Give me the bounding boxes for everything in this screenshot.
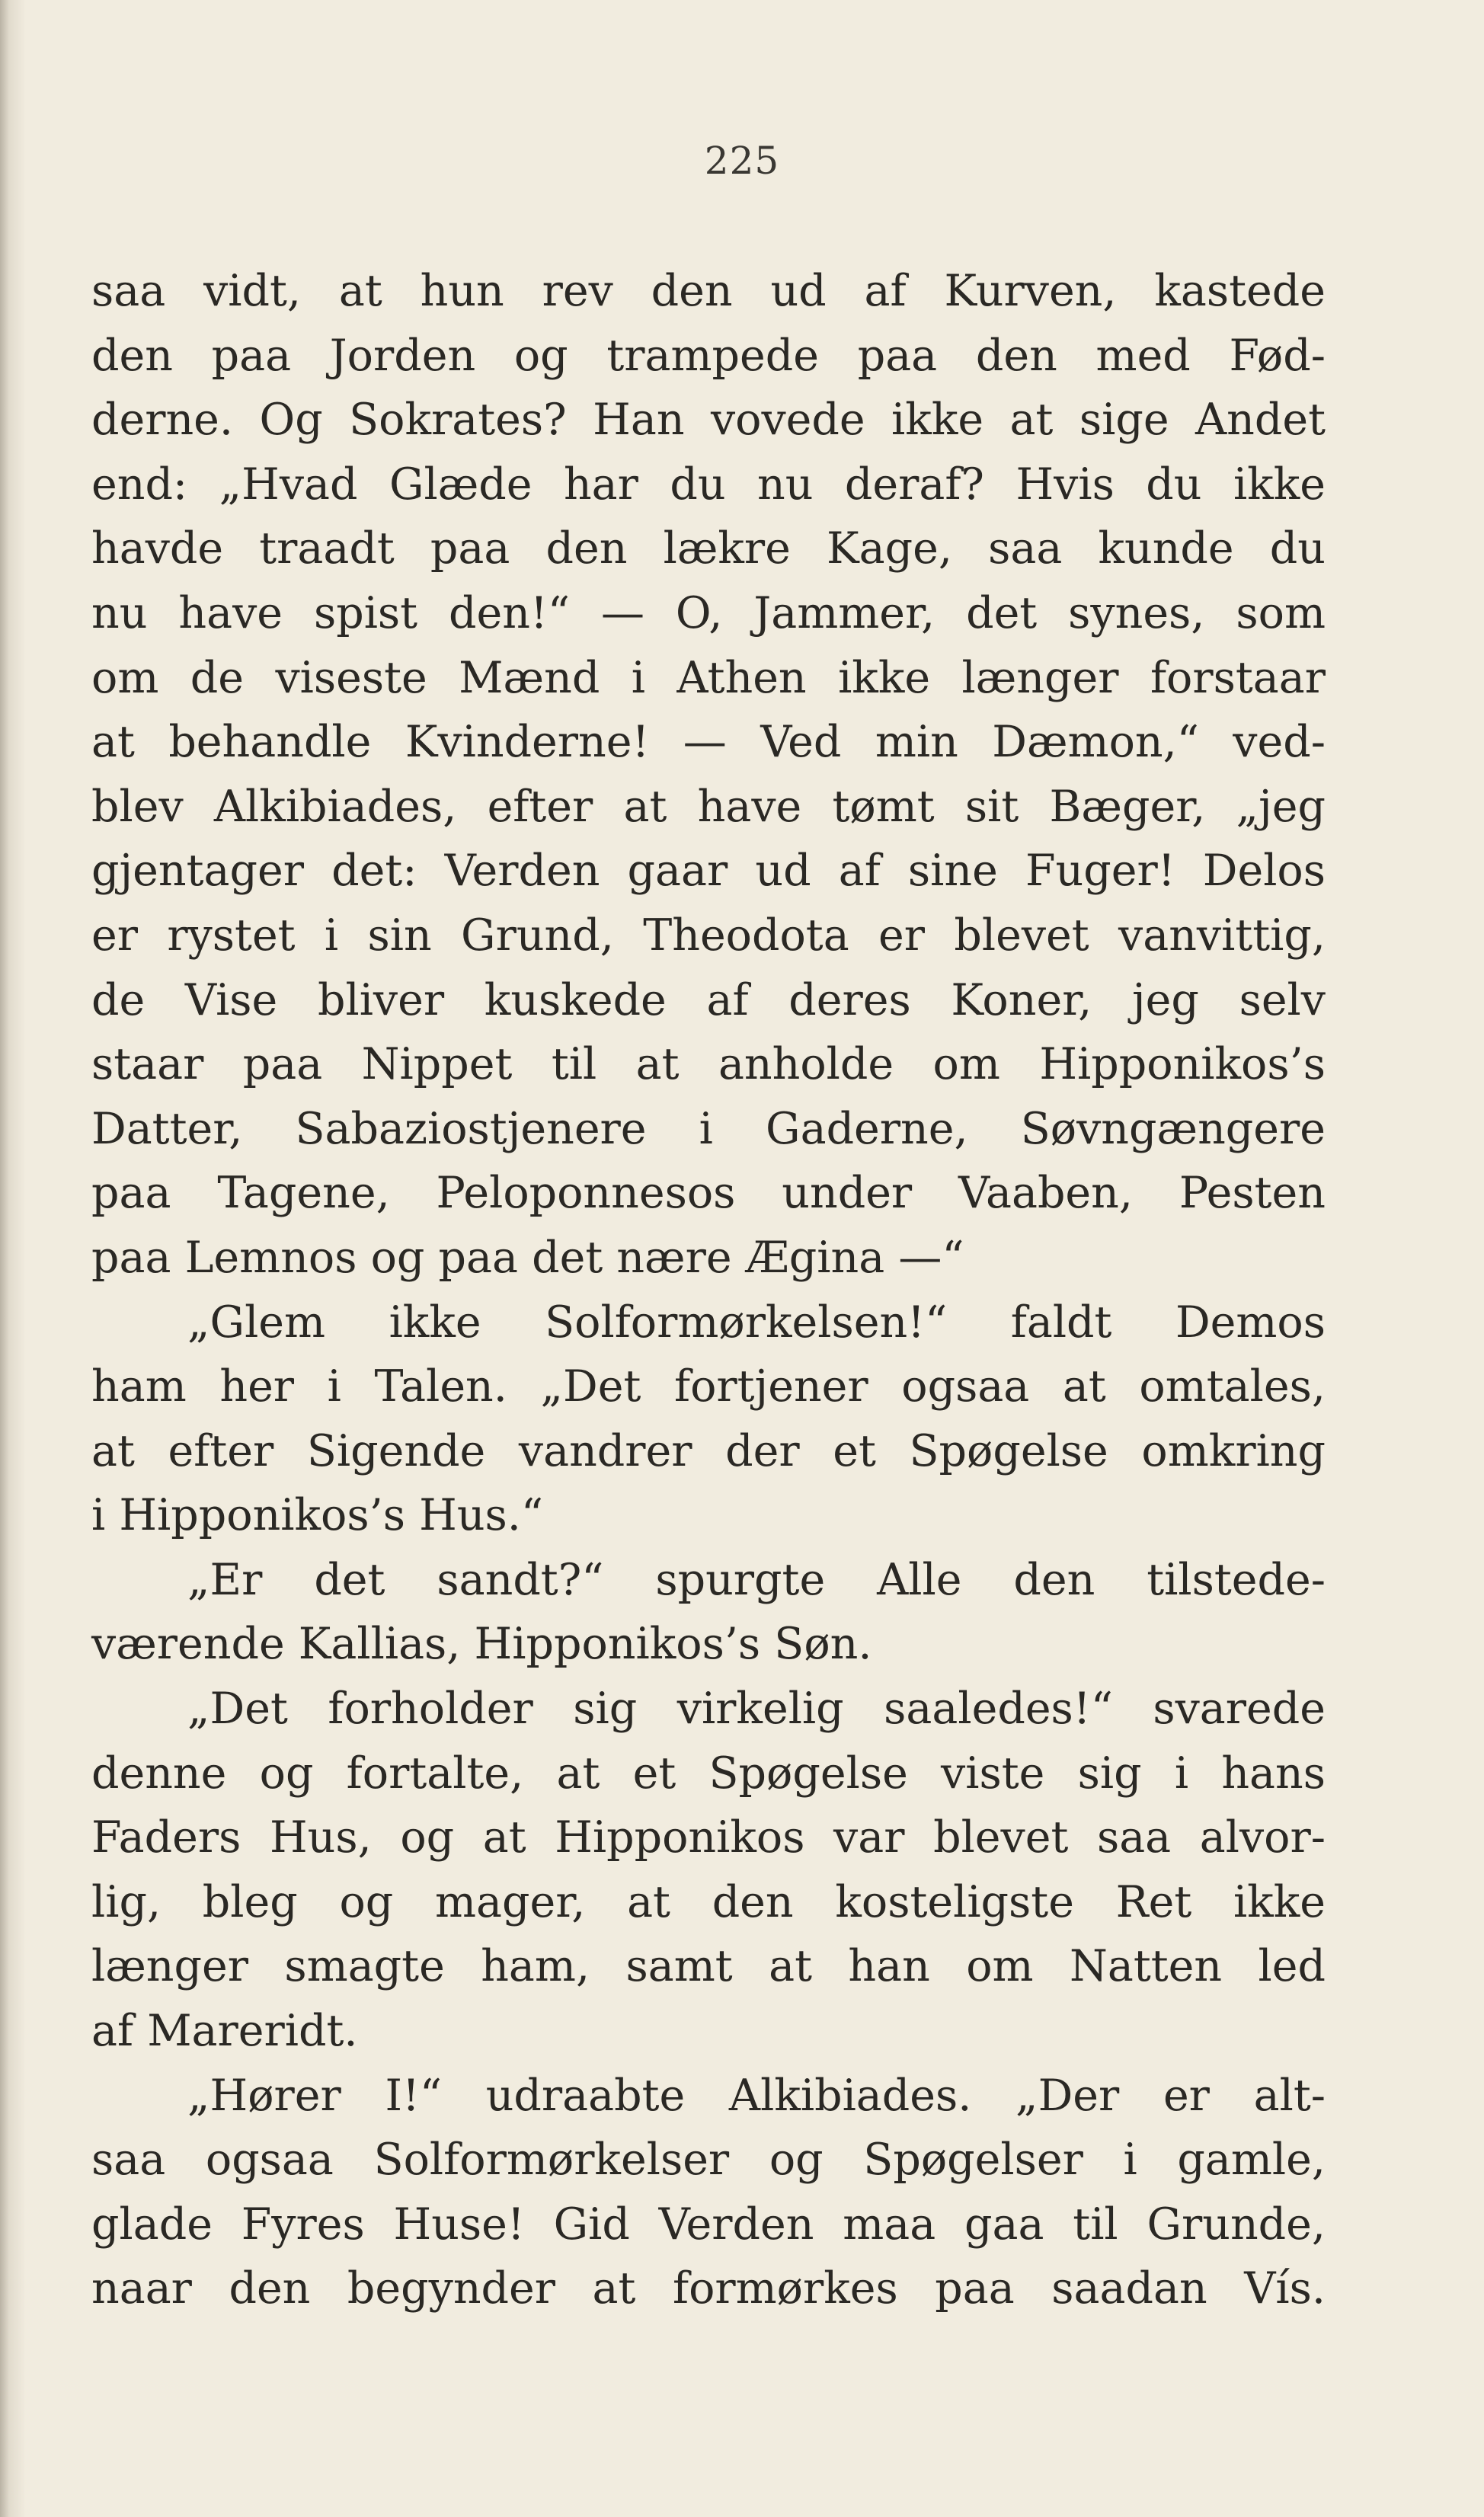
- text-line: gjentager det: Verden gaar ud af sine Fuger! Delos: [91, 846, 1326, 897]
- text-line: glade Fyres Huse! Gid Verden maa gaa til Grunde,: [91, 2199, 1326, 2250]
- text-line: lig, bleg og mager, at den kosteligste Ret ikke: [91, 1876, 1326, 1927]
- text-line: blev Alkibiades, efter at have tømt sit Bæger, „jeg: [91, 781, 1326, 832]
- text-line: paa Lemnos og paa det nære Ægina —“: [91, 1232, 964, 1283]
- body-text: [91, 259, 1326, 2321]
- text-line: „Det forholder sig virkelig saaledes!“ svarede: [187, 1684, 1326, 1735]
- text-line: om de viseste Mænd i Athen ikke længer forstaar: [91, 652, 1326, 703]
- text-line: havde traadt paa den lækre Kage, saa kunde du: [91, 523, 1326, 574]
- text-line: „Glem ikke Solformørkelsen!“ faldt Demos: [187, 1297, 1326, 1348]
- text-line: naar den begynder at formørkes paa saadan Vís.: [91, 2263, 1326, 2314]
- text-line: paa Tagene, Peloponnesos under Vaaben, Pesten: [91, 1168, 1326, 1219]
- text-line: at efter Sigende vandrer der et Spøgelse omkring: [91, 1425, 1326, 1476]
- text-line: derne. Og Sokrates? Han vovede ikke at sige Andet: [91, 395, 1326, 446]
- text-line: saa ogsaa Solformørkelser og Spøgelser i gamle,: [91, 2135, 1326, 2186]
- text-line: nu have spist den!“ — O, Jammer, det synes, som: [91, 587, 1326, 638]
- text-line: Datter, Sabaziostjenere i Gaderne, Søvngængere: [91, 1103, 1326, 1154]
- text-line: „Hører I!“ udraabte Alkibiades. „Der er alt-: [187, 2070, 1326, 2121]
- text-line: end: „Hvad Glæde har du nu deraf? Hvis du ikke: [91, 459, 1326, 510]
- text-line: „Er det sandt?“ spurgte Alle den tilstede-: [187, 1554, 1326, 1605]
- text-line: ham her i Talen. „Det fortjener ogsaa at omtales,: [91, 1361, 1326, 1412]
- text-line: de Vise bliver kuskede af deres Koner, jeg selv: [91, 974, 1326, 1025]
- text-line: længer smagte ham, samt at han om Natten led: [91, 1941, 1326, 1992]
- text-line: denne og fortalte, at et Spøgelse viste sig i hans: [91, 1748, 1326, 1799]
- text-line: staar paa Nippet til at anholde om Hipponikos’s: [91, 1039, 1326, 1090]
- text-line: Faders Hus, og at Hipponikos var blevet saa alvor-: [91, 1812, 1326, 1863]
- text-line: i Hipponikos’s Hus.“: [91, 1490, 544, 1541]
- page-number: 225: [704, 139, 780, 183]
- text-line: værende Kallias, Hipponikos’s Søn.: [91, 1619, 872, 1670]
- text-line: den paa Jorden og trampede paa den med Fød-: [91, 330, 1326, 381]
- text-line: er rystet i sin Grund, Theodota er blevet vanvittig,: [91, 910, 1326, 961]
- text-line: af Mareridt.: [91, 2006, 358, 2057]
- text-line: at behandle Kvinderne! — Ved min Dæmon,“ ved-: [91, 717, 1326, 768]
- text-line: saa vidt, at hun rev den ud af Kurven, kastede: [91, 266, 1326, 316]
